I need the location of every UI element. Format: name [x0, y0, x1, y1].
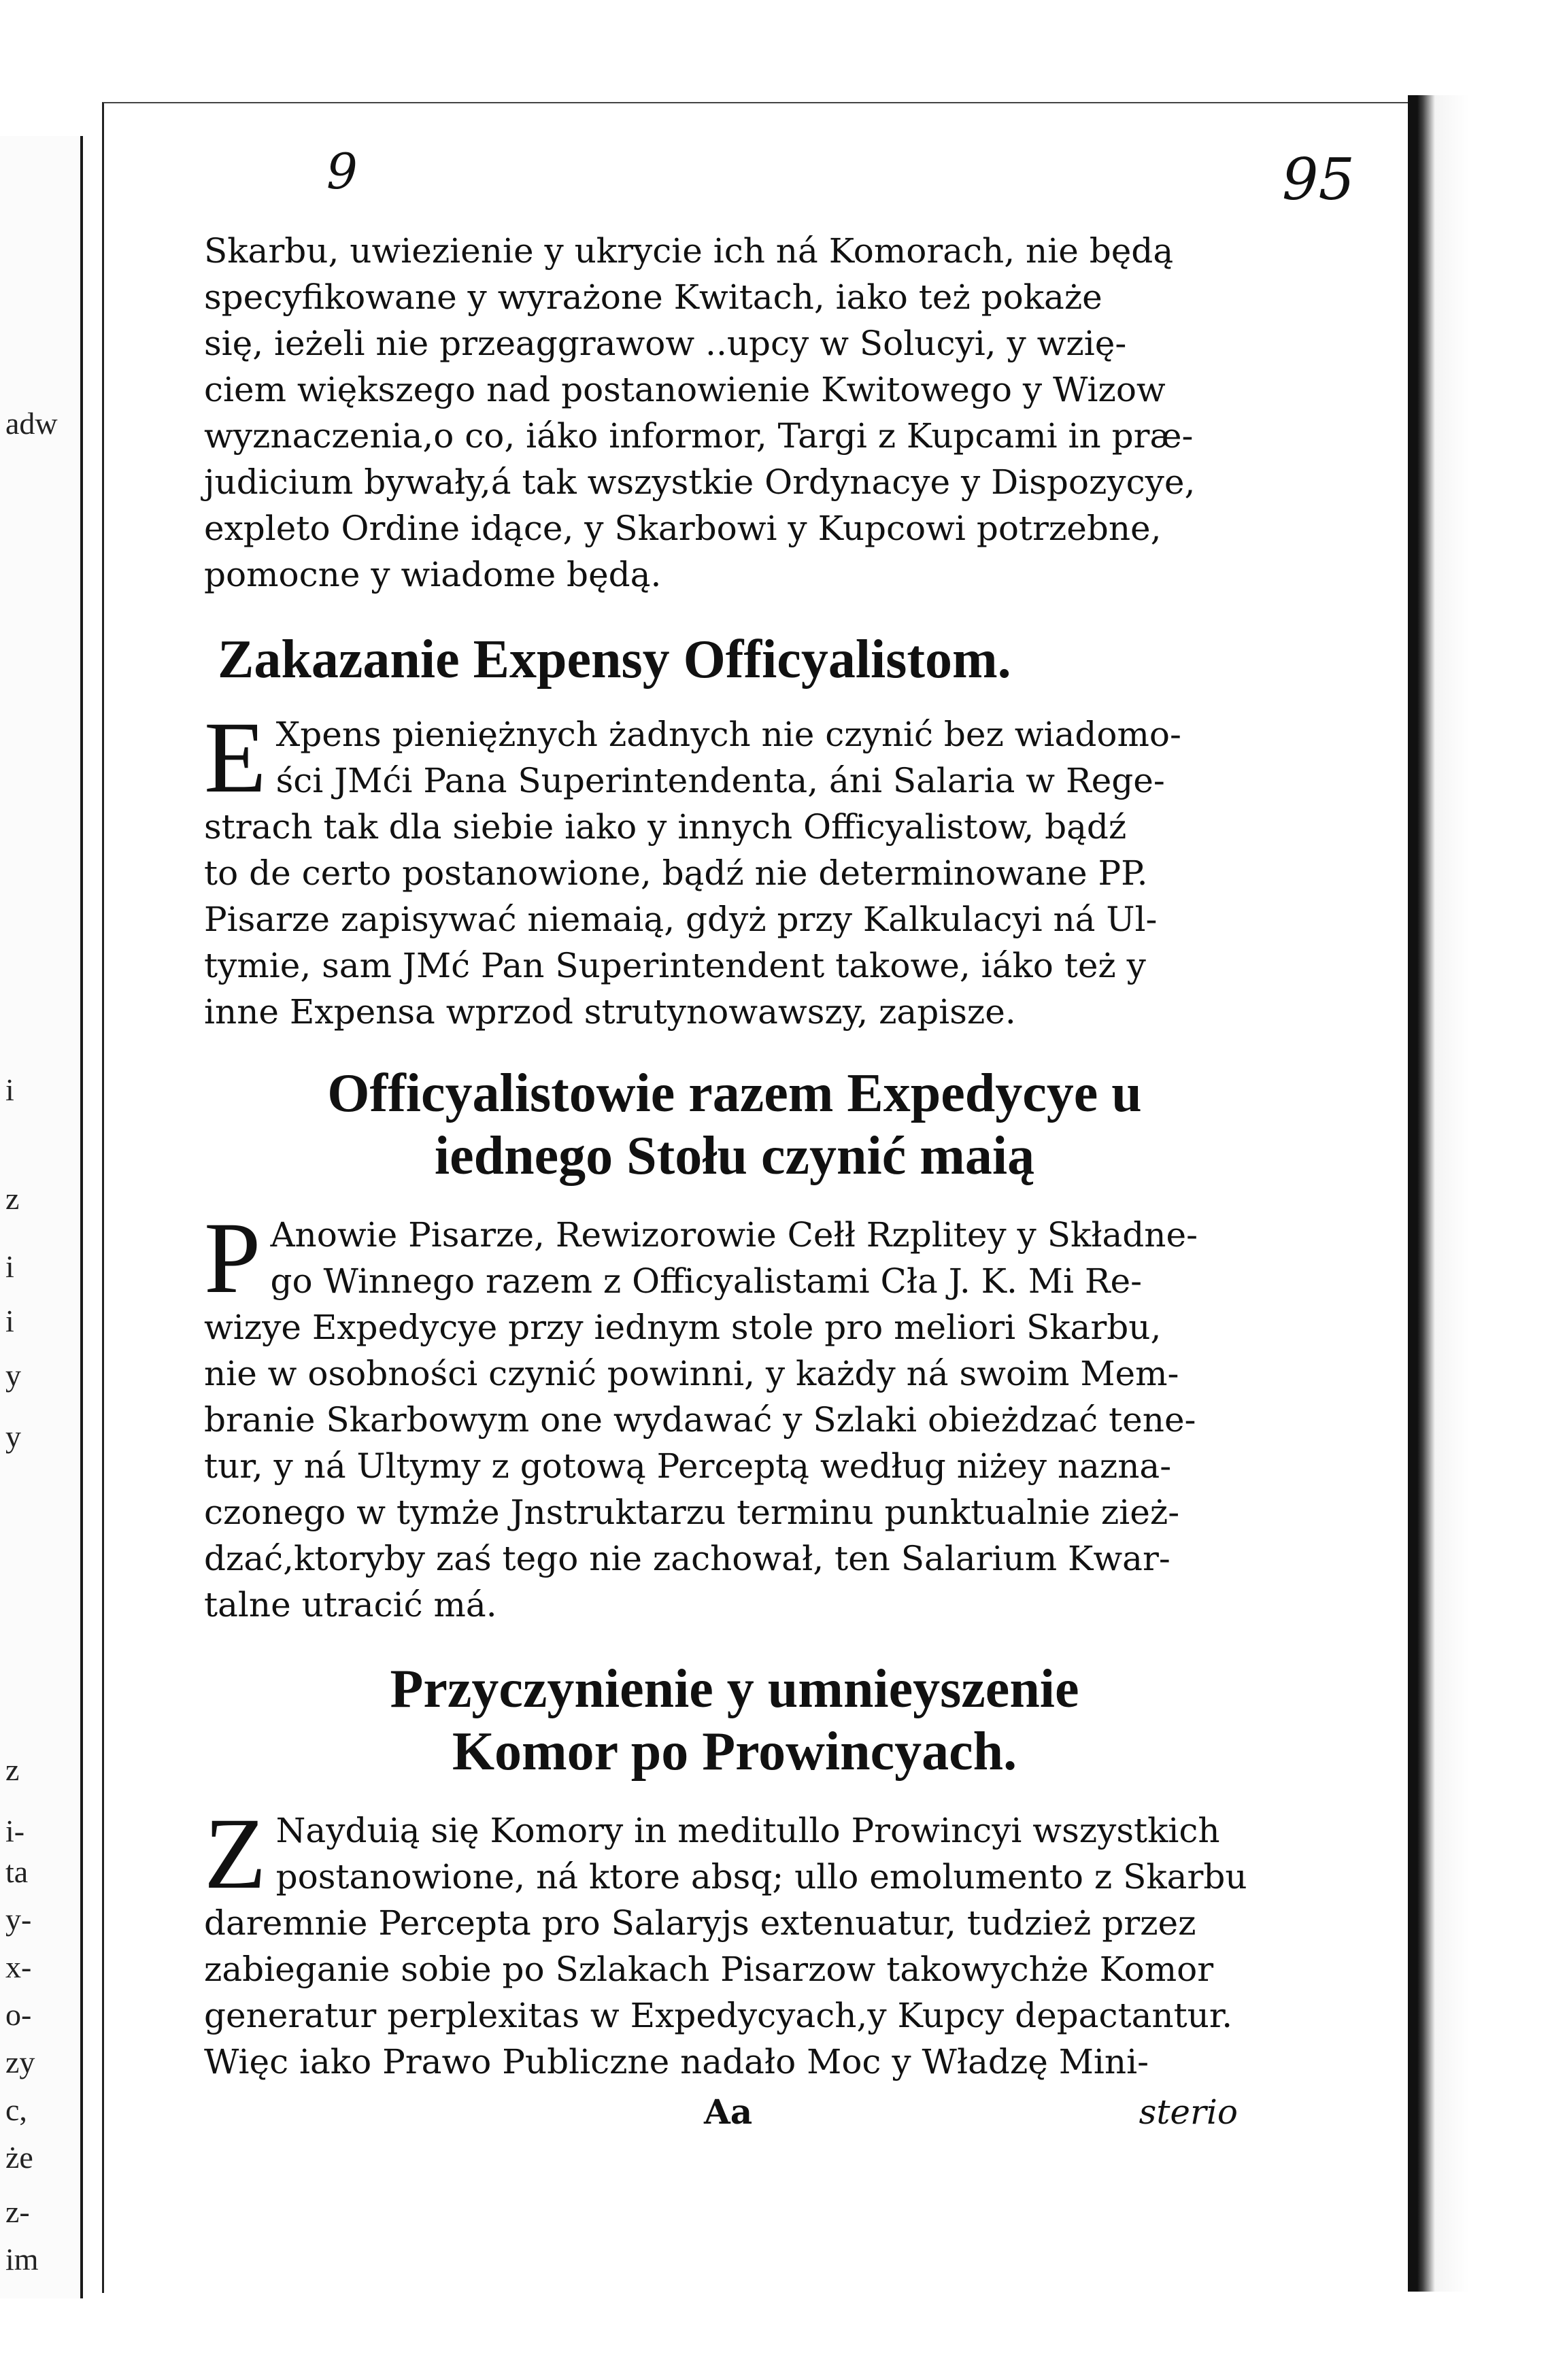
drop-capital: Z: [204, 1797, 267, 1910]
text-line: zabieganie sobie po Szlakach Pisarzow takowychże Komor: [204, 1950, 1214, 1989]
page-body: [204, 228, 1265, 2135]
heading-line: Przyczynienie y umnieyszenie: [390, 1659, 1079, 1719]
text-line: nie w osobności czynić powinni, y każdy ná swoim Mem-: [204, 1354, 1179, 1393]
section-heading-officials: [204, 1062, 1265, 1187]
intro-paragraph: [204, 228, 1265, 598]
text-line: Pisarze zapisywać niemaią, gdyż przy Kalkulacyi ná Ul-: [204, 900, 1158, 939]
margin-fragment: adw: [5, 406, 58, 441]
margin-fragment: i: [5, 1072, 14, 1107]
margin-fragment: y-: [5, 1902, 32, 1937]
margin-fragment: że: [5, 2140, 33, 2175]
margin-fragment: z-: [5, 2194, 30, 2229]
text-line: postanowione, ná ktore absq; ullo emolumento z Skarbu: [275, 1857, 1247, 1897]
text-line: inne Expensa wprzod strutynowawszy, zapisze.: [204, 992, 1016, 1032]
section-paragraph-customs-houses: [204, 1797, 1265, 2085]
margin-fragment: i: [5, 1249, 14, 1284]
text-line: branie Skarbowym one wydawać y Szlaki obieżdzać tene-: [204, 1400, 1196, 1440]
text-line: się, ieżeli nie przeaggrawow ..upcy w Solucyi, y wzię-: [204, 324, 1127, 363]
margin-fragment: i: [5, 1304, 14, 1338]
page-footer: [204, 2089, 1265, 2135]
margin-fragment: ta: [5, 1854, 29, 1889]
text-line: ciem większego nad postanowienie Kwitowego y Wizow: [204, 370, 1166, 409]
text-line: Więc iako Prawo Publiczne nadało Moc y Władzę Mini-: [204, 2042, 1149, 2081]
text-line: talne utracić má.: [204, 1585, 497, 1625]
text-line: go Winnego razem z Officyalistami Cła J. K. Mi Re-: [270, 1261, 1143, 1301]
adjacent-page-margin: [0, 136, 83, 2298]
text-line: judicium bywały,á tak wszystkie Ordynacye y Dispozycye,: [204, 462, 1196, 502]
text-line: dzać,ktoryby zaś tego nie zachował, ten Salarium Kwar-: [204, 1539, 1170, 1578]
section-heading-expenses: Zakazanie Expensy Officyalistom.: [218, 630, 1011, 690]
heading-line: Officyalistowie razem Expedycye u: [327, 1064, 1142, 1123]
text-line: Skarbu, uwiezienie y ukrycie ich ná Komorach, nie będą: [204, 231, 1174, 271]
text-line: expleto Ordine idące, y Skarbowi y Kupcowi potrzebne,: [204, 509, 1162, 548]
section-heading-customs-houses: [204, 1658, 1265, 1783]
margin-fragment: zy: [5, 2045, 35, 2079]
text-line: generatur perplexitas w Expedycyach,y Kupcy depactantur.: [204, 1996, 1233, 2035]
catchword: sterio: [1139, 2092, 1238, 2132]
margin-fragment: y: [5, 1358, 21, 1393]
section-paragraph-expenses: [204, 701, 1265, 1035]
text-line: tymie, sam JMć Pan Superintendent takowe, iáko też y: [204, 946, 1146, 985]
text-line: to de certo postanowione, bądź nie determinowane PP.: [204, 853, 1148, 893]
text-line: tur, y ná Ultymy z gotową Perceptą według niżey nazna-: [204, 1446, 1172, 1486]
text-line: wyznaczenia,o co, iáko informor, Targi z Kupcami in præ-: [204, 416, 1194, 456]
drop-capital: E: [204, 701, 267, 814]
margin-fragment: y: [5, 1419, 21, 1454]
section-paragraph-officials: [204, 1202, 1265, 1628]
top-ink-mark: 9: [326, 143, 358, 200]
text-line: czonego w tymże Jnstruktarzu terminu punktualnie zież-: [204, 1493, 1180, 1532]
margin-fragment: c,: [5, 2092, 27, 2127]
page-number: 95: [1282, 146, 1355, 213]
heading-line: iednego Stołu czynić maią: [434, 1126, 1035, 1186]
text-line: wizye Expedycye przy iednym stole pro meliori Skarbu,: [204, 1308, 1162, 1347]
page-edge-shadow: [1408, 95, 1469, 2292]
text-line: specyfikowane y wyrażone Kwitach, iako też pokaże: [204, 277, 1102, 317]
margin-fragment: im: [5, 2242, 39, 2277]
margin-fragment: i-: [5, 1814, 25, 1848]
text-line: pomocne y wiadome będą.: [204, 555, 662, 594]
text-line: strach tak dla siebie iako y innych Officyalistow, bądź: [204, 807, 1127, 847]
text-line: daremnie Percepta pro Salaryjs extenuatur, tudzież przez: [204, 1903, 1196, 1943]
signature-mark: Aa: [704, 2092, 753, 2132]
margin-fragment: x-: [5, 1950, 32, 1984]
heading-line: Komor po Prowincyach.: [452, 1722, 1017, 1782]
margin-fragment: o-: [5, 1997, 32, 2032]
text-line: Anowie Pisarze, Rewizorowie Cełł Rzplitey y Składne-: [270, 1215, 1198, 1255]
margin-fragment: z: [5, 1752, 20, 1787]
drop-capital: P: [204, 1202, 261, 1314]
text-line: ści JMći Pana Superintendenta, áni Salaria w Rege-: [275, 761, 1165, 800]
text-line: Xpens pieniężnych żadnych nie czynić bez wiadomo-: [275, 715, 1181, 754]
margin-fragment: z: [5, 1181, 20, 1216]
text-line: Nayduią się Komory in meditullo Prowincyi wszystkich: [275, 1811, 1220, 1850]
